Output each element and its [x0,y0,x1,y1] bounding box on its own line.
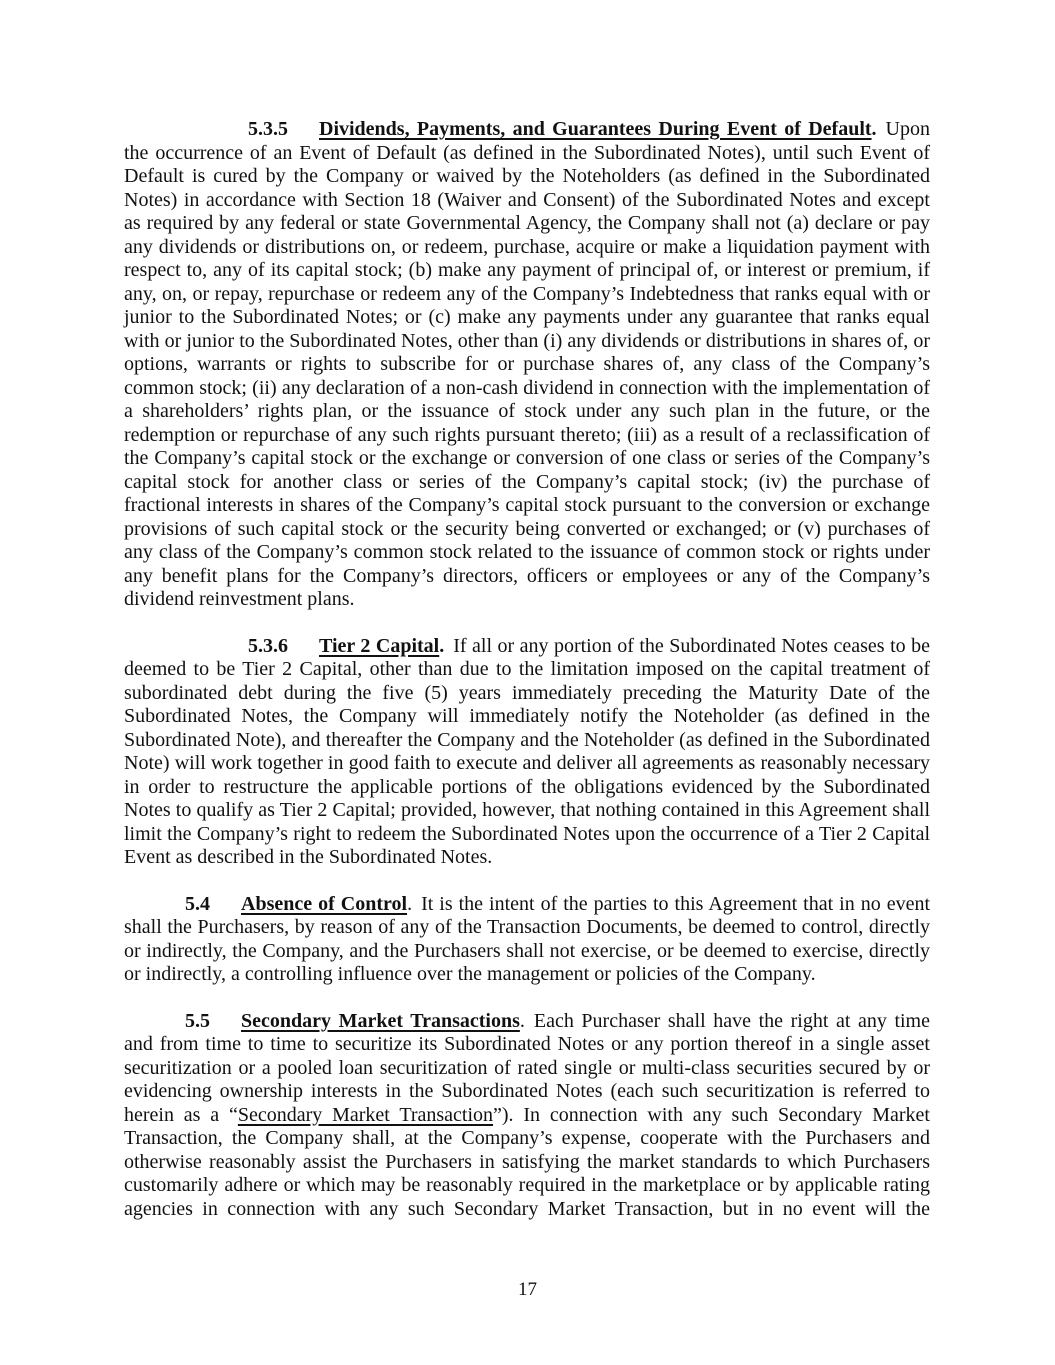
defined-term: Secondary Market Transaction [237,1103,494,1126]
heading-period: . [519,1009,525,1032]
section-number: 5.3.6 [248,634,288,657]
section-heading: Dividends, Payments, and Guarantees During Event of Default [319,118,872,140]
heading-period: . [439,634,445,657]
heading-period: . [407,892,413,915]
section-paragraph-5-3-5 [124,118,930,612]
section-paragraph-5-3-6 [124,635,930,870]
section-heading: Tier 2 Capital [319,634,440,657]
section-number: 5.4 [185,892,210,915]
section-paragraph-5-4 [124,893,930,987]
heading-period: . [871,118,877,140]
section-number: 5.5 [185,1009,210,1032]
section-body: It is the intent of the parties to this Agreement that in no event shall the Purchasers, by reason of any of the Transaction Documents, be deemed to control, directly or indirectly, the Company, and the Purchasers shall not exercise, or be deemed to exercise, directly or indirectly, a controlling influence over the management or policies of the Company. [124,892,931,985]
page-number: 17 [518,1279,537,1300]
section-body-after-term: ”). In connection with any such Secondary Market Transaction, the Company shall, at the Company’s expense, cooperate with the Purchasers and otherwise reasonably assist the Purchasers in satisfying the market standards to which Purchasers customarily adhere or which may be reasonably required in the marketplace or by applicable rating agencies in connection with any such Secondary Market Transaction, but in no event will the [124,1103,930,1220]
section-heading: Secondary Market Transactions [241,1009,520,1032]
section-body-before-term: Each Purchaser shall have the right at any time and from time to time to securitize its Subordinated Notes or any portion thereof in a single asset securitization or a pooled loan securitization of rated single or multi-class securities secured by or evidencing ownership interests in the Subordinated Notes (each such securitization is referred to herein as a “ [124,1009,930,1126]
section-paragraph-5-5 [124,1010,930,1222]
section-number: 5.3.5 [248,118,288,140]
section-heading: Absence of Control [241,892,408,915]
section-body: Upon the occurrence of an Event of Default (as defined in the Subordinated Notes), until such Event of Default is cured by the Company or waived by the Noteholders (as defined in the Subordinated Notes) in accordance with Section 18 (Waiver and Consent) of the Subordinated Notes and except as required by any federal or state Governmental Agency, the Company shall not (a) declare or pay any dividends or distributions on, or redeem, purchase, acquire or make a liquidation payment with respect to, any of its capital stock; (b) make any payment of principal of, or interest or premium, if any, on, or repay, repurchase or redeem any of the Company’s Indebtedness that ranks equal with or junior to the Subordinated Notes; or (c) make any payments under any guarantee that ranks equal with or junior to the Subordinated Notes, other than (i) any dividends or distributions in shares of, or options, warrants or rights to subscribe for or purchase shares of, any class of the Company’s common stock; (ii) any declaration of a non-cash dividend in connection with the implementation of a shareholders’ rights plan, or the issuance of stock under any such plan in the future, or the redemption or repurchase of any such rights pursuant thereto; (iii) as a result of a reclassification of the Company’s capital stock or the exchange or conversion of one class or series of the Company’s capital stock for another class or series of the Company’s capital stock; (iv) the purchase of fractional interests in shares of the Company’s capital stock pursuant to the conversion or exchange provisions of such capital stock or the security being converted or exchanged; or (v) purchases of any class of the Company’s common stock related to the issuance of common stock or rights under any benefit plans for the Company’s directors, officers or employees or any of the Company’s dividend reinvestment plans. [124,118,930,610]
section-body: If all or any portion of the Subordinated Notes ceases to be deemed to be Tier 2 Capital, other than due to the limitation imposed on the capital treatment of subordinated debt during the five (5) years immediately preceding the Maturity Date of the Subordinated Notes, the Company will immediately notify the Noteholder (as defined in the Subordinated Note), and thereafter the Company and the Noteholder (as defined in the Subordinated Note) will work together in good faith to execute and deliver all agreements as reasonably necessary in order to restructure the applicable portions of the obligations evidenced by the Subordinated Notes to qualify as Tier 2 Capital; provided, however, that nothing contained in this Agreement shall limit the Company’s right to redeem the Subordinated Notes upon the occurrence of a Tier 2 Capital Event as described in the Subordinated Notes. [124,634,930,868]
